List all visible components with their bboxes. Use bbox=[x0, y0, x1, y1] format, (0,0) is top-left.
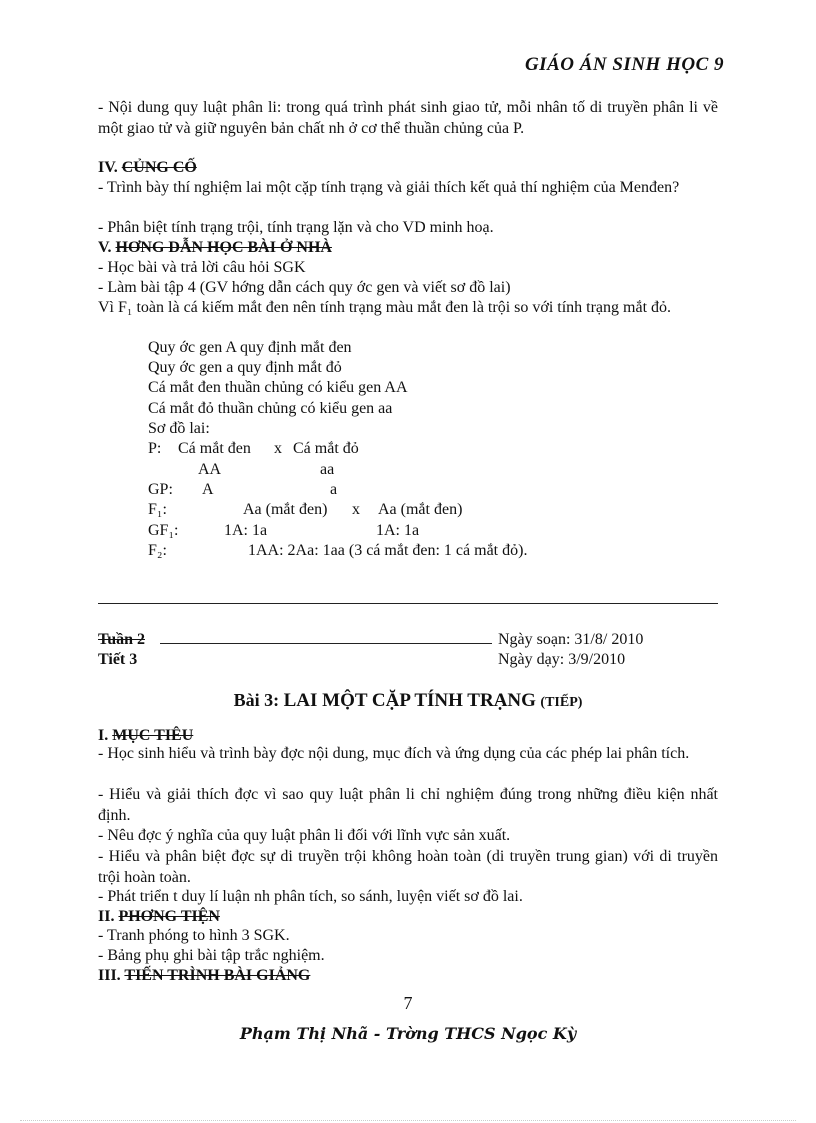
gf1-left: 1A: 1a bbox=[224, 522, 268, 539]
heading-text: TIẾN TRÌNH BÀI GIẢNG bbox=[124, 967, 311, 984]
f2-label: F₂: bbox=[148, 542, 167, 559]
f1-right: Aa (mắt đen) bbox=[378, 501, 463, 518]
paragraph-giai-thich: Vì F₁ toàn là cá kiếm mắt đen nên tính trạng màu mắt đen là trội so với tính trạng mắt đỏ. bbox=[98, 299, 672, 316]
gf1-right: 1A: 1a bbox=[376, 522, 420, 539]
heading-number: III. bbox=[98, 967, 121, 984]
paragraph-phan-li: - Nội dung quy luật phân li: trong quá trình phát sinh giao tử, mỗi nhân tố di truyền phân li về một giao tử và giữ nguyên bản chất nh ở cơ thể thuần chủng của P. bbox=[98, 99, 718, 137]
list-item: - Tranh phóng to hình 3 SGK. bbox=[98, 927, 290, 944]
lesson-title bbox=[0, 690, 816, 712]
p-genotype-left: AA bbox=[198, 461, 222, 478]
heading-number: II. bbox=[98, 908, 115, 925]
heading-number: I. bbox=[98, 727, 109, 744]
page-number: 7 bbox=[403, 993, 413, 1013]
section-divider bbox=[98, 603, 718, 604]
heading-tien-trinh bbox=[98, 966, 310, 987]
week-text: Tuần 2 bbox=[98, 631, 145, 648]
gf1-label: GF₁: bbox=[148, 522, 179, 539]
list-item: - Bảng phụ ghi bài tập trắc nghiệm. bbox=[98, 947, 325, 964]
rule-line: Quy ớc gen A quy định mắt đen bbox=[148, 339, 352, 356]
heading-cung-co bbox=[98, 158, 197, 179]
footer-author: Phạm Thị Nhã - Trờng THCS Ngọc Kỳ bbox=[239, 1024, 577, 1043]
f1-label: F₁: bbox=[148, 501, 167, 518]
heading-text: HƠNG DẪN HỌC BÀI Ở NHÀ bbox=[115, 239, 332, 256]
gp-left: A bbox=[202, 481, 214, 498]
rule-line: Cá mắt đen thuần chủng có kiểu gen AA bbox=[148, 379, 408, 396]
lesson-suffix: (TIẾP) bbox=[540, 695, 583, 710]
date-prepared: Ngày soạn: 31/8/ 2010 bbox=[498, 631, 644, 648]
list-item: - Làm bài tập 4 (GV hớng dẫn cách quy ớc gen và viết sơ đồ lai) bbox=[98, 279, 511, 296]
f2-value: 1AA: 2Aa: 1aa (3 cá mắt đen: 1 cá mắt đỏ). bbox=[248, 542, 528, 559]
p-right: Cá mắt đỏ bbox=[293, 440, 359, 457]
list-item: - Phân biệt tính trạng trội, tính trạng lặn và cho VD minh hoạ. bbox=[98, 219, 494, 236]
list-item: - Phát triển t duy lí luận nh phân tích, so sánh, luyện viết sơ đồ lai. bbox=[98, 888, 523, 905]
p-genotype-right: aa bbox=[320, 461, 335, 478]
lesson-prefix: Bài 3: bbox=[233, 690, 280, 710]
heading-phuong-tien bbox=[98, 907, 220, 928]
list-item: - Học sinh hiểu và trình bày đợc nội dung, mục đích và ứng dụng của các phép lai phân tích. bbox=[98, 745, 690, 762]
f1-cross: x bbox=[352, 501, 360, 518]
rule-line: Cá mắt đỏ thuần chủng có kiểu gen aa bbox=[148, 400, 393, 417]
heading-text: PHƠNG TIỆN bbox=[118, 908, 220, 925]
heading-number: IV. bbox=[98, 159, 118, 176]
lesson-main: LAI MỘT CẶP TÍNH TRẠNG bbox=[283, 690, 536, 711]
p-label: P: bbox=[148, 440, 162, 457]
sodo-label: Sơ đồ lai: bbox=[148, 420, 210, 437]
list-item: - Trình bày thí nghiệm lai một cặp tính trạng và giải thích kết quả thí nghiệm của Menđen? bbox=[98, 179, 680, 196]
heading-text: MỤC TIÊU bbox=[112, 727, 194, 744]
list-item: - Hiểu và phân biệt đợc sự di truyền trội không hoàn toàn (di truyền trung gian) với di truyền trội hoàn toàn. bbox=[98, 848, 718, 886]
p-cross: x bbox=[274, 440, 282, 457]
rule-line: Quy ớc gen a quy định mắt đỏ bbox=[148, 359, 342, 376]
heading-huong-dan bbox=[98, 238, 332, 259]
p-left: Cá mắt đen bbox=[178, 440, 251, 457]
heading-number: V. bbox=[98, 239, 112, 256]
week-label bbox=[98, 630, 145, 651]
header-title: GIÁO ÁN SINH HỌC 9 bbox=[524, 54, 724, 75]
f1-left: Aa (mắt đen) bbox=[243, 501, 328, 518]
list-item: - Nêu đợc ý nghĩa của quy luật phân li đối với lĩnh vực sản xuất. bbox=[98, 827, 511, 844]
heading-text: CỦNG CỐ bbox=[121, 159, 197, 176]
date-taught: Ngày dạy: 3/9/2010 bbox=[498, 651, 626, 668]
page-edge bbox=[20, 1120, 796, 1121]
gp-label: GP: bbox=[148, 481, 173, 498]
period-label: Tiết 3 bbox=[98, 651, 138, 668]
gp-right: a bbox=[330, 481, 338, 498]
list-item: - Hiểu và giải thích đợc vì sao quy luật phân li chỉ nghiệm đúng trong những điều kiện nhất định. bbox=[98, 786, 718, 824]
week-underline bbox=[160, 643, 492, 644]
list-item: - Học bài và trả lời câu hỏi SGK bbox=[98, 259, 306, 276]
